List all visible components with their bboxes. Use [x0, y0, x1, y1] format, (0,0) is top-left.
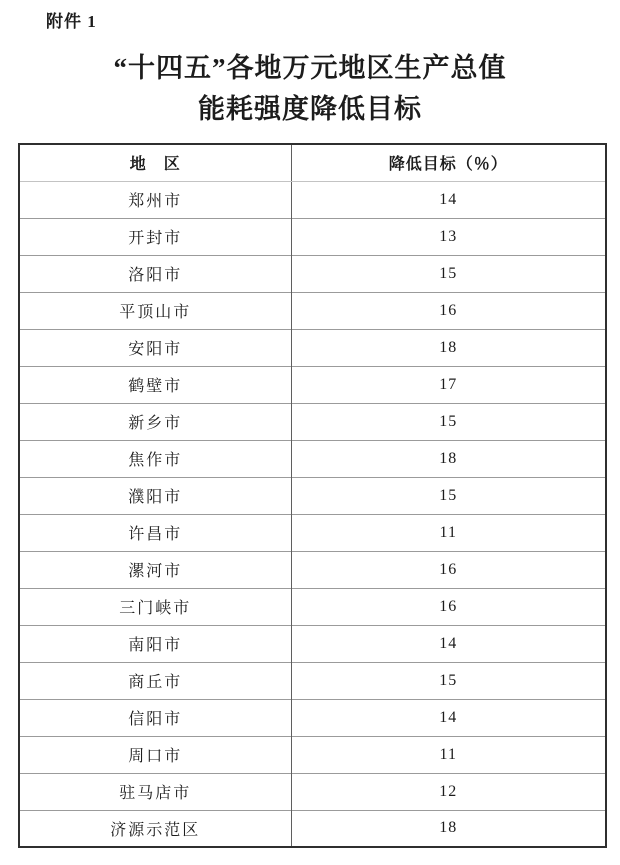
target-cell: 15: [291, 477, 606, 514]
table-row: [19, 477, 606, 514]
region-cell: 开封市: [19, 218, 291, 255]
table-row: [19, 255, 606, 292]
target-cell: 15: [291, 255, 606, 292]
table-row: [19, 736, 606, 773]
region-cell: 商丘市: [19, 662, 291, 699]
table-row: [19, 662, 606, 699]
table-header-row: [19, 144, 606, 181]
document-title: [0, 48, 620, 130]
target-cell: 16: [291, 551, 606, 588]
target-cell: 15: [291, 403, 606, 440]
target-cell: 14: [439, 190, 458, 208]
region-cell: 南阳市: [19, 625, 291, 662]
target-cell: 18: [291, 810, 606, 847]
region-cell: 周口市: [19, 736, 291, 773]
document-title-line2: 能耗强度降低目标: [198, 94, 422, 124]
target-cell: 14: [291, 699, 606, 736]
target-cell: 16: [291, 292, 606, 329]
table-row: [19, 625, 606, 662]
region-cell: 漯河市: [19, 551, 291, 588]
target-cell: 17: [291, 366, 606, 403]
table-row: [19, 514, 606, 551]
region-cell: 信阳市: [19, 699, 291, 736]
target-cell: 18: [291, 440, 606, 477]
table-row: [19, 366, 606, 403]
table-row: [19, 699, 606, 736]
region-cell: 驻马店市: [19, 773, 291, 810]
target-cell: 16: [291, 588, 606, 625]
region-cell: 安阳市: [19, 329, 291, 366]
region-cell: 焦作市: [19, 440, 291, 477]
table-row: [19, 292, 606, 329]
region-cell: 郑州市: [19, 181, 291, 218]
target-cell: 11: [291, 736, 606, 773]
region-column-header: 地 区: [19, 144, 291, 181]
target-cell: 11: [291, 514, 606, 551]
target-cell: 14: [291, 625, 606, 662]
region-cell: 济源示范区: [19, 810, 291, 847]
table-row: [19, 588, 606, 625]
region-cell: 洛阳市: [19, 255, 291, 292]
table-row: [19, 440, 606, 477]
region-cell: 许昌市: [19, 514, 291, 551]
region-cell: 新乡市: [19, 403, 291, 440]
targets-table: [18, 143, 607, 848]
table-row: [19, 329, 606, 366]
region-cell: 三门峡市: [19, 588, 291, 625]
table-row: [19, 181, 606, 218]
target-cell: 18: [291, 329, 606, 366]
attachment-label: 附件 1: [46, 12, 97, 31]
target-cell: 15: [291, 662, 606, 699]
region-cell: 鹤壁市: [19, 366, 291, 403]
target-column-header: 降低目标（％）: [291, 144, 606, 181]
table-row: [19, 551, 606, 588]
region-cell: 濮阳市: [19, 477, 291, 514]
target-cell: 12: [291, 773, 606, 810]
table-row: [19, 218, 606, 255]
region-cell: 平顶山市: [19, 292, 291, 329]
document-title-line1: “十四五”各地万元地区生产总值: [113, 53, 507, 83]
table-row: [19, 810, 606, 847]
table-row: [19, 773, 606, 810]
table-row: [19, 403, 606, 440]
target-cell: 13: [291, 218, 606, 255]
